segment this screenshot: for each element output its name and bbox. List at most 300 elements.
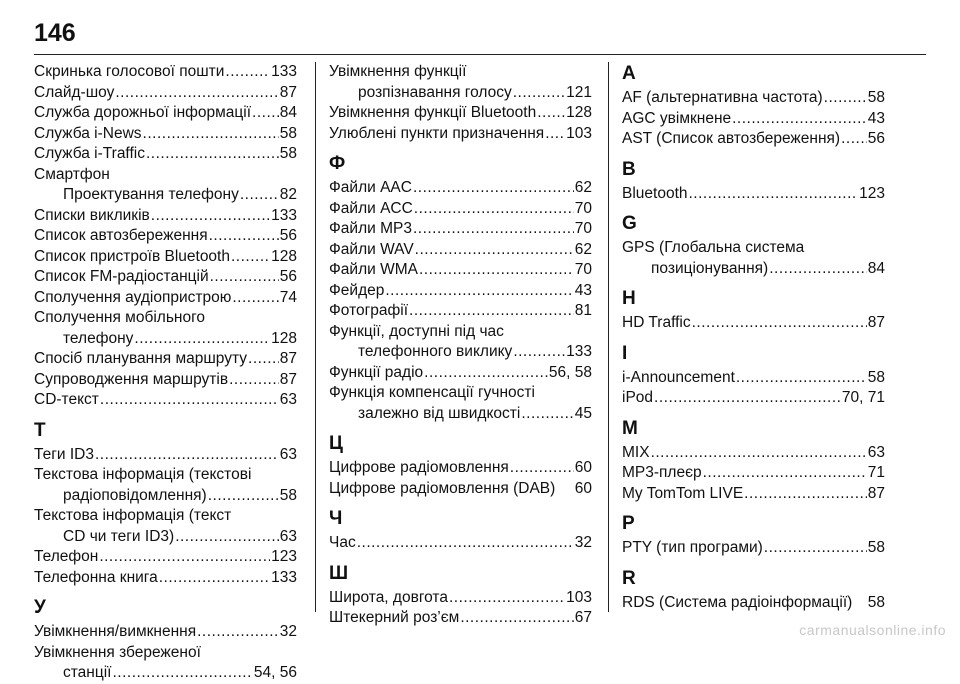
index-entry-term: Файли ACC [329,199,413,217]
index-entry-page: 63 [279,527,297,545]
dot-leader [732,109,867,130]
dot-leader [99,547,270,568]
index-entry-page: 62 [574,240,592,258]
index-entry [34,288,297,309]
dot-leader [692,313,867,334]
column-divider-1 [315,62,316,612]
index-entry [329,363,592,384]
index-entry-term: Файли MP3 [329,220,412,237]
index-entry-page: 58 [867,89,885,106]
index-entry-page: 45 [574,404,592,422]
index-entry [329,301,592,322]
index-entry [622,129,885,150]
index-entry-term: Увімкнення функції [329,63,467,80]
index-entry-line [329,103,592,124]
index-entry [34,643,297,684]
index-entry-line [329,83,592,104]
dot-leader [414,199,574,220]
index-entry-term: My TomTom LIVE [622,484,744,502]
header-rule [34,54,926,55]
index-entry-page: 63 [279,391,297,408]
index-entry-line [329,240,592,261]
index-entry-term: CD-текст [34,391,99,408]
index-letter-heading: B [622,158,636,180]
index-entry-term: залежно від швидкості [358,404,521,422]
dot-leader [175,527,279,548]
index-entry-line [34,247,297,268]
dot-leader [703,463,867,484]
dot-leader [159,568,270,589]
index-entry-line [34,390,297,411]
index-entry-line [34,83,297,104]
index-entry-line [34,329,297,350]
index-entry-page: 123 [859,184,885,202]
index-column-3 [622,62,885,613]
index-entry-line [329,363,592,384]
index-entry-term: Телефон [34,548,99,565]
index-entry-term: Bluetooth [622,184,688,202]
index-entry-page: 32 [574,534,592,551]
index-entry-line [622,368,885,389]
index-entry-term: Скринька голосової пошти [34,63,225,80]
index-entry [34,568,297,589]
index-entry [34,124,297,145]
index-entry [329,383,592,424]
index-entry-term: Слайд-шоу [34,83,115,101]
dot-leader [248,349,279,370]
index-entry-page: 133 [271,568,297,586]
index-entry [329,124,592,145]
dot-leader [413,178,574,199]
index-entry [622,238,885,279]
index-entry-term: Увімкнення функції Bluetooth [329,104,537,121]
index-entry-line [34,226,297,247]
index-entry-page: 56 [279,268,297,285]
index-entry-line [622,313,885,334]
index-entry [329,62,592,103]
index-entry-line [329,383,592,404]
index-entry-line [622,593,885,614]
index-entry-page: 103 [566,588,592,606]
index-entry-term: AF (альтернативна частота) [622,89,823,106]
index-entry [329,588,592,609]
index-entry [34,547,297,568]
index-entry [622,313,885,334]
dot-leader [151,206,270,227]
index-entry-term: радіоповідомлення) [63,486,207,504]
index-letter-heading: Ц [329,433,343,454]
index-entry-page: 70 [574,220,592,237]
index-entry-line [329,533,592,554]
index-entry-term: Текстова інформація (текстові [34,466,252,483]
index-entry-term: Служба i-Traffic [34,145,145,162]
index-entry-page: 58 [279,486,297,504]
index-entry [329,178,592,199]
index-entry-term: телефону [63,329,134,347]
dot-leader [134,329,270,350]
index-entry-page: 87 [867,314,885,331]
dot-leader [115,83,278,104]
index-entry-line [34,622,297,643]
index-entry [622,593,885,614]
dot-leader [424,363,548,384]
dot-leader [736,368,867,389]
index-letter-heading: H [622,288,636,309]
dot-leader [460,608,573,629]
index-entry-term: AGC увімкнене [622,109,732,127]
index-entry-line [329,301,592,322]
dot-leader [545,124,565,145]
index-entry-term: Функція компенсації гучності [329,384,535,401]
index-entry [622,184,885,205]
index-entry-line [34,206,297,227]
index-entry-term: телефонного виклику [358,343,513,360]
index-entry [329,260,592,281]
index-entry-term: Увімкнення/вимкнення [34,623,197,640]
index-entry [34,445,297,466]
index-entry-page: 60 [574,459,592,476]
index-entry-page: 128 [271,329,297,347]
index-entry-page: 32 [279,623,297,640]
index-entry-line [622,463,885,484]
dot-leader [651,443,867,464]
dot-leader [415,240,574,261]
index-entry-term: Проектування телефону [63,186,239,203]
index-entry-page: 63 [867,443,885,461]
index-entry-page: 84 [279,104,297,121]
index-entry-term: розпізнавання голосу [358,83,512,101]
dot-leader [841,129,867,150]
index-entry-line [329,178,592,199]
index-entry-line [34,349,297,370]
index-entry-term: Цифрове радіомовлення [329,459,509,476]
dot-leader [385,281,573,302]
index-entry-term: Список пристроїв Bluetooth [34,247,230,265]
index-entry-line [34,185,297,206]
index-entry [34,165,297,186]
dot-leader [210,267,279,288]
dot-leader [231,247,270,268]
index-entry-page: 82 [279,186,297,203]
index-entry-page: 133 [271,63,297,80]
dot-leader [197,622,279,643]
index-entry-line [622,388,885,409]
dot-leader [413,219,574,240]
dot-leader [824,88,867,109]
dot-leader [229,370,279,391]
index-column-2 [329,62,592,629]
index-entry [34,206,297,227]
index-entry-term: Фотографії [329,302,409,319]
dot-leader [654,388,841,409]
index-entry [622,443,885,464]
index-entry [622,88,885,109]
index-entry-page: 87 [867,484,885,502]
dot-leader [146,144,279,165]
index-entry-page: 60 [574,479,592,497]
index-letter-heading: M [622,417,638,439]
index-entry-line [329,124,592,145]
index-letter-heading: Ф [329,153,346,174]
index-entry-term: Список автозбереження [34,227,208,244]
index-entry-term: Улюблені пункти призначення [329,124,545,142]
index-letter-heading: G [622,213,637,234]
index-entry [34,226,297,247]
index-entry-line [34,288,297,309]
dot-leader [100,390,279,411]
index-entry-line [329,404,592,425]
dot-leader [537,103,565,124]
index-entry-term: Супроводження маршрутів [34,370,229,388]
dot-leader [449,588,565,609]
index-entry-page: 43 [574,281,592,299]
index-entry-term: GPS (Глобальна система [622,239,805,256]
index-entry-page: 58 [279,124,297,142]
dot-leader [357,533,574,554]
index-entry [34,308,297,349]
dot-leader [112,663,252,684]
index-entry-line [34,568,297,589]
index-entry-line [329,322,592,343]
index-entry-page: 121 [566,83,592,101]
index-entry-term: HD Traffic [622,314,691,331]
index-entry-term: станції [63,664,112,681]
index-entry-page: 84 [867,259,885,277]
index-entry [622,109,885,130]
index-entry-page: 71 [867,464,885,481]
index-entry-page: 58 [867,368,885,386]
index-entry-line [34,267,297,288]
index-entry-line [329,458,592,479]
index-entry-line [34,643,297,664]
index-entry-line [622,184,885,205]
dot-leader [513,342,565,363]
index-entry-line [622,109,885,130]
dot-leader [225,62,270,83]
index-entry-line [329,260,592,281]
index-entry-line [622,129,885,150]
index-entry-term: Функції, доступні під час [329,322,504,340]
index-entry-line [34,486,297,507]
dot-leader [240,185,279,206]
index-entry [329,103,592,124]
index-entry-term: MP3-плеєр [622,464,702,481]
page-number: 146 [34,19,76,47]
index-letter-heading: Ш [329,562,349,584]
index-entry-term: Список FM-радіостанцій [34,268,209,285]
dot-leader [252,103,279,124]
index-entry-term: Списки викликів [34,206,150,224]
index-entry [34,622,297,643]
index-entry [329,199,592,220]
index-entry-term: Фейдер [329,281,385,299]
dot-leader [764,538,867,559]
index-entry-term: Функції радіо [329,363,424,381]
dot-leader [744,484,867,505]
index-entry-page: 103 [566,124,592,142]
index-entry-page: 56, 58 [548,363,592,381]
index-entry-page: 58 [279,145,297,162]
index-entry-term: Смартфон [34,165,110,183]
index-entry [34,349,297,370]
index-entry [34,83,297,104]
index-entry-page: 70 [574,199,592,217]
index-entry-line [34,103,297,124]
index-entry-term: Телефонна книга [34,568,158,586]
index-entry-term: i-Announcement [622,368,735,386]
index-entry [329,219,592,240]
dot-leader [232,288,278,309]
index-entry-page: 67 [574,609,592,626]
index-entry-term: Сполучення аудіопристрою [34,288,232,306]
index-entry-line [34,527,297,548]
index-entry [34,390,297,411]
index-entry-line [329,588,592,609]
index-entry-page: 74 [279,288,297,306]
index-entry-line [329,219,592,240]
index-entry-line [34,547,297,568]
column-divider-2 [608,62,609,612]
dot-leader [689,184,859,205]
index-entry [329,479,592,500]
index-entry [329,281,592,302]
index-entry-line [329,479,592,500]
index-entry-term: Цифрове радіомовлення (DAB) [329,479,556,497]
index-entry-line [329,199,592,220]
index-entry-page: 56 [279,227,297,244]
index-entry-line [622,238,885,259]
index-entry-line [34,124,297,145]
index-letter-heading: R [622,567,636,589]
index-entry-term: Спосіб планування маршруту [34,350,248,367]
index-entry-page: 87 [279,370,297,388]
index-entry-page: 133 [566,343,592,360]
index-entry-line [34,165,297,186]
index-entry-line [622,443,885,464]
index-entry-term: RDS (Система радіоінформації) [622,593,853,611]
index-entry-line [329,62,592,83]
index-entry-page: 54, 56 [253,664,297,681]
index-entry-term: Широта, довгота [329,588,448,606]
index-entry-term: Увімкнення збереженої [34,643,201,661]
index-entry-line [329,608,592,629]
index-entry-line [622,88,885,109]
index-entry-page: 63 [279,445,297,463]
index-entry-term: Файли AAC [329,179,412,196]
index-entry-term: Служба i-News [34,124,142,142]
index-entry-page: 87 [279,83,297,101]
dot-leader [419,260,574,281]
index-entry-term: Сполучення мобільного [34,309,206,326]
dot-leader [209,226,279,247]
index-entry-line [329,281,592,302]
index-letter-heading: I [622,342,628,364]
index-entry-line [329,342,592,363]
index-entry-line [34,144,297,165]
index-entry-term: Служба дорожньої інформації [34,104,252,121]
index-entry-page: 128 [566,104,592,121]
index-entry-term: Час [329,534,356,551]
index-entry-page: 81 [574,302,592,319]
index-entry-line [34,506,297,527]
index-entry [34,247,297,268]
dot-leader [143,124,279,145]
index-entry [34,506,297,547]
index-letter-heading: Ч [329,508,343,529]
index-entry-term: Файли WMA [329,261,418,278]
index-entry-term: AST (Список автозбереження) [622,130,841,147]
index-entry-page: 133 [271,206,297,224]
index-entry-line [622,538,885,559]
index-entry-term: MIX [622,443,650,461]
index-letter-heading: Т [34,419,46,441]
index-entry-line [34,62,297,83]
index-entry [34,465,297,506]
index-entry [329,608,592,629]
index-entry [329,533,592,554]
index-letter-heading: A [622,63,636,84]
index-entry-page: 58 [867,593,885,611]
index-entry-page: 87 [279,350,297,367]
index-entry-term: Текстова інформація (текст [34,507,232,524]
index-entry-term: Теги ID3 [34,445,94,463]
index-entry [622,538,885,559]
index-entry-term: позиціонування) [651,259,769,277]
index-entry [34,144,297,165]
index-entry [34,62,297,83]
index-entry-page: 70, 71 [841,389,885,406]
index-entry [622,388,885,409]
index-entry [34,185,297,206]
dot-leader [409,301,574,322]
index-entry-page: 70 [574,261,592,278]
index-entry-line [34,308,297,329]
index-entry-line [34,465,297,486]
index-letter-heading: У [34,597,46,618]
index-entry [622,484,885,505]
index-entry [622,368,885,389]
dot-leader [769,259,867,280]
index-entry-page: 128 [271,247,297,265]
index-entry-term: PTY (тип програми) [622,539,763,556]
index-entry-term: Файли WAV [329,240,414,258]
index-entry-term: CD чи теги ID3) [63,527,175,545]
index-entry [622,463,885,484]
index-entry [329,458,592,479]
dot-leader [510,458,574,479]
index-column-1 [34,62,297,684]
index-entry-term: Штекерний роз’єм [329,609,460,626]
dot-leader [95,445,279,466]
dot-leader [513,83,565,104]
index-entry-line [34,445,297,466]
index-entry-page: 56 [867,130,885,147]
index-entry [329,240,592,261]
index-entry-line [622,259,885,280]
index-entry [34,370,297,391]
dot-leader [208,486,279,507]
index-entry-page: 62 [574,179,592,196]
index-entry-page: 123 [271,548,297,565]
index-entry [329,322,592,363]
index-entry-term: iPod [622,389,654,406]
index-entry-line [34,370,297,391]
index-entry-line [622,484,885,505]
index-letter-heading: P [622,513,635,534]
index-entry-page: 43 [867,109,885,127]
index-entry [34,103,297,124]
index-entry-line [34,663,297,684]
